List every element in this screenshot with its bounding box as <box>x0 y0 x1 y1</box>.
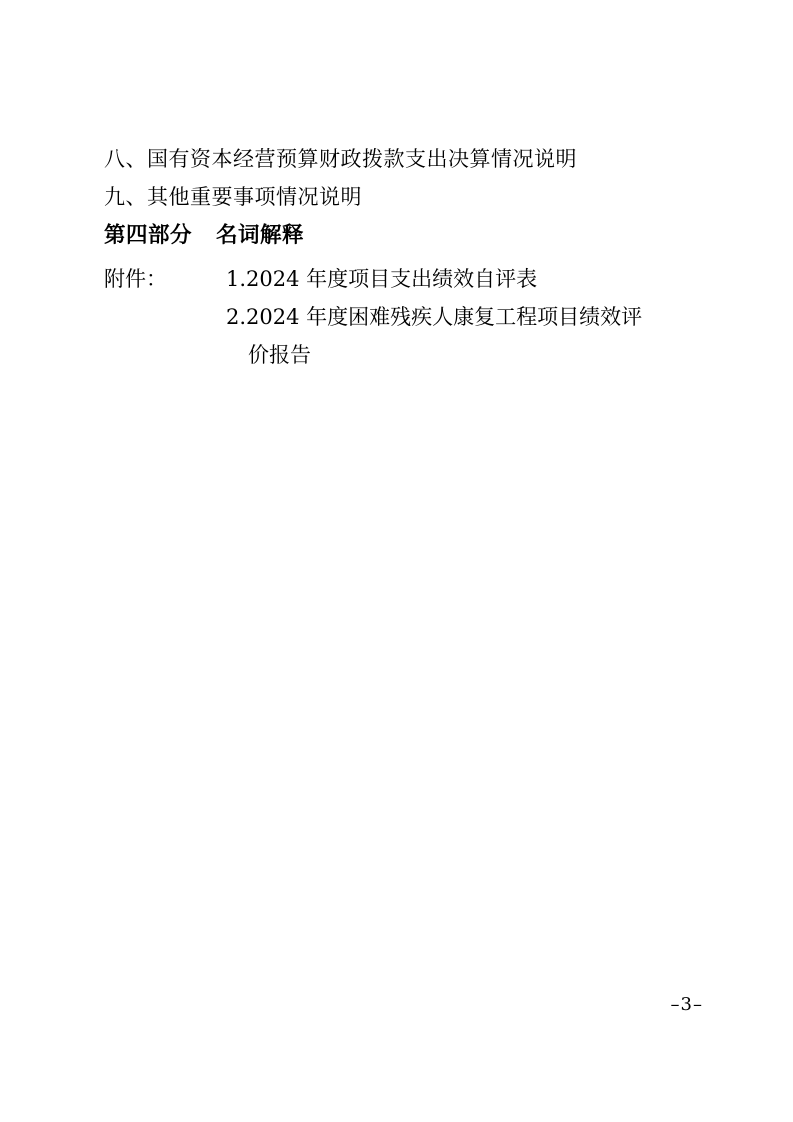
toc-entry-9: 九、其他重要事项情况说明 <box>104 185 362 209</box>
page-number: –3– <box>670 994 703 1015</box>
section-heading-part: 第四部分 <box>104 223 193 248</box>
attachment-item-2-continued: 价报告 <box>248 343 311 367</box>
attachment-item-2: 2.2024 年度困难残疾人康复工程项目绩效评 <box>226 305 643 329</box>
section-heading-title: 名词解释 <box>216 223 305 248</box>
attachments-list <box>226 260 704 374</box>
attachments-block <box>104 260 704 374</box>
attachments-label: 附件： <box>104 267 167 291</box>
attachment-item-1: 1.2024 年度项目支出绩效自评表 <box>226 267 538 291</box>
section-heading <box>104 216 704 256</box>
page-content <box>104 140 704 374</box>
toc-entry-8: 八、国有资本经营预算财政拨款支出决算情况说明 <box>104 147 577 171</box>
